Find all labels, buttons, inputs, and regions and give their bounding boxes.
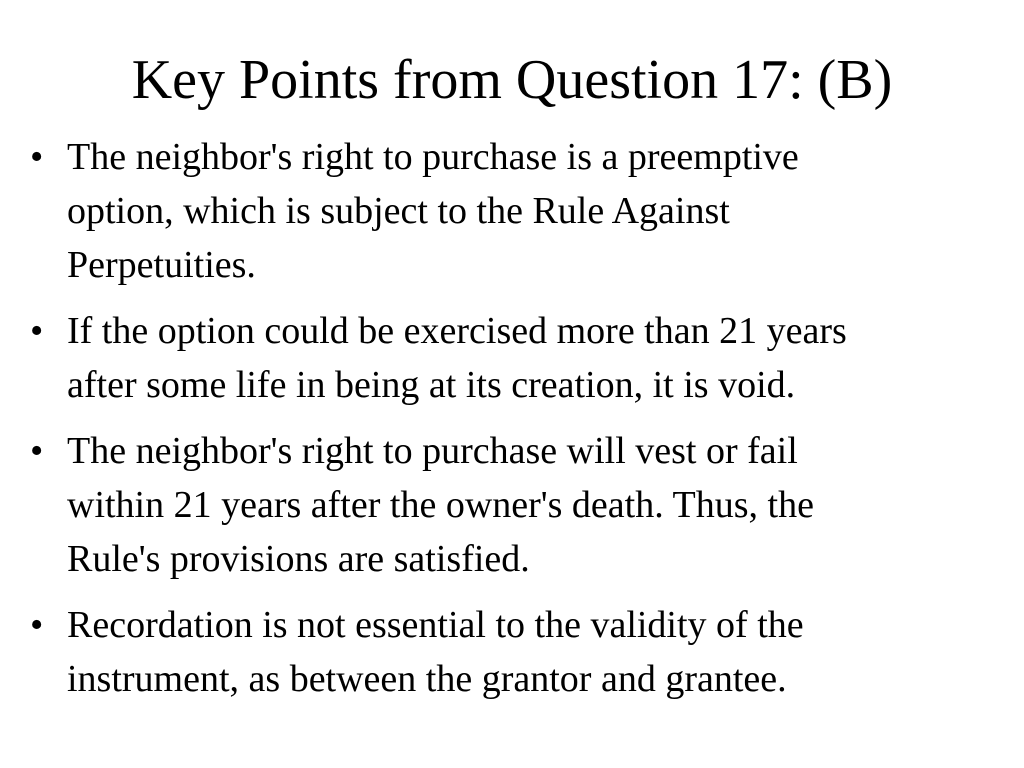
bullet-text-line: after some life in being at its creation, it is void. [67, 364, 796, 406]
bullet-item [30, 304, 1010, 412]
bullet-icon: • [30, 310, 44, 352]
bullet-text-line: The neighbor's right to purchase is a preemptive [67, 136, 799, 178]
bullet-item [30, 598, 1010, 706]
bullet-item [30, 130, 1010, 292]
slide-title: Key Points from Question 17: (B) [131, 49, 893, 111]
bullet-text-line: within 21 years after the owner's death. Thus, the [67, 484, 814, 526]
bullet-icon: • [30, 604, 44, 646]
bullet-text-line: If the option could be exercised more than 21 years [67, 310, 847, 352]
bullet-icon: • [30, 136, 44, 178]
bullet-text-line: Perpetuities. [67, 244, 256, 286]
bullet-list [30, 130, 1010, 718]
bullet-item [30, 424, 1010, 586]
bullet-text-line: Rule's provisions are satisfied. [67, 538, 530, 580]
bullet-text-line: instrument, as between the grantor and grantee. [67, 658, 787, 700]
bullet-text-line: The neighbor's right to purchase will vest or fail [67, 430, 798, 472]
bullet-text-line: option, which is subject to the Rule Against [67, 190, 730, 232]
bullet-icon: • [30, 430, 44, 472]
bullet-text-line: Recordation is not essential to the validity of the [67, 604, 804, 646]
